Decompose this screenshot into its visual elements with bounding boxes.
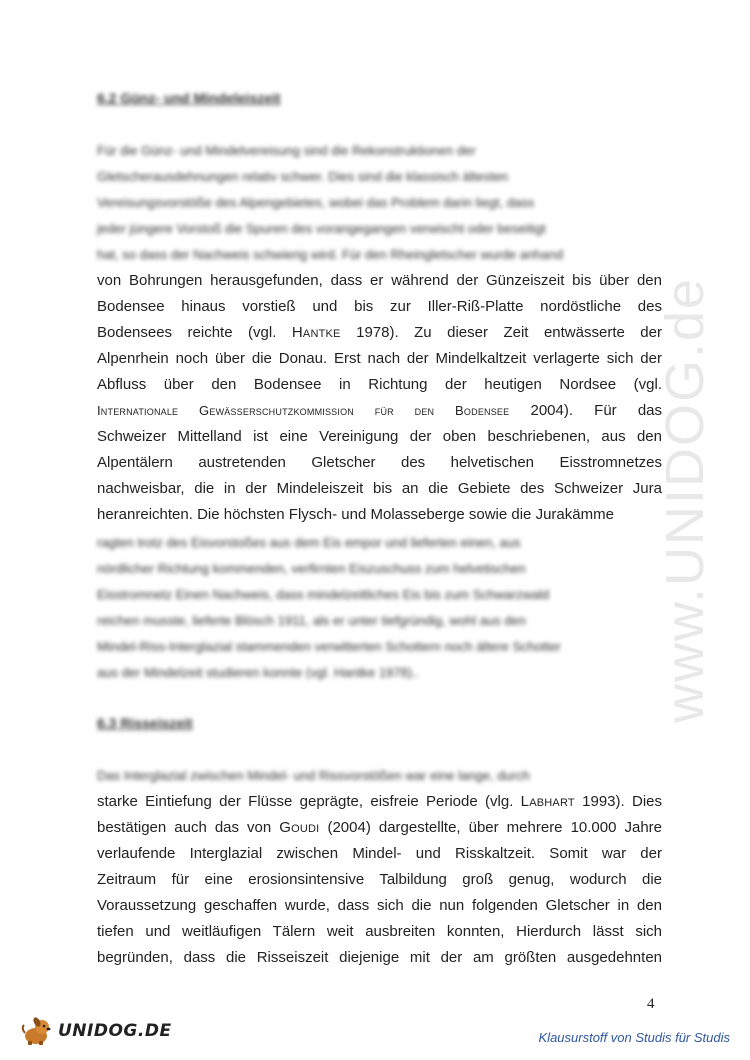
- text-line: heranreichten. Die höchsten Flysch- und Molasseberge sowie die Jurakämme: [97, 506, 614, 523]
- dog-mascot-icon: [20, 1016, 54, 1046]
- blurred-line: Vereisungsvorstöße des Alpengebietes, wobei das Problem darin liegt, dass: [97, 195, 535, 210]
- visible-paragraph-6-3: [97, 789, 662, 971]
- section-heading-6-3: 6.3 Risseiszeit: [97, 715, 193, 731]
- text-line: tiefen und weitläufigen Tälern weit ausbreiten konnten, Hierdurch lässt sich: [97, 923, 662, 940]
- text-line: Alpenrhein noch über die Donau. Erst nach der Mindelkaltzeit verlagerte sich der: [97, 350, 662, 367]
- unidog-logo: [20, 1016, 172, 1046]
- text-line: Voraussetzung geschaffen wurde, dass sich die nun folgenden Gletscher in den: [97, 897, 662, 914]
- text-line: begründen, dass die Risseiszeit diejenige mit der am größten ausgedehnten: [97, 949, 662, 966]
- page-number: 4: [647, 996, 655, 1012]
- blurred-line: nördlicher Richtung kommenden, verfirnten Eiszuschuss zum helvetischen: [97, 561, 526, 576]
- blurred-line: Das Interglazial zwischen Mindel- und Rissvorstößen war eine lange, durch: [97, 768, 530, 783]
- author-name: Internationale Gewässerschutzkommission für den Bodensee: [97, 403, 510, 418]
- text-line: Abfluss über den Bodensee in Richtung der heutigen Nordsee (vgl.: [97, 376, 662, 393]
- blurred-paragraph-bottom: [97, 530, 662, 686]
- author-name: Labhart: [520, 793, 575, 810]
- watermark: www.UNIDOG.de: [655, 276, 715, 724]
- footer-tagline: Klausurstoff von Studis für Studis: [538, 1030, 730, 1045]
- text-line: Zeitraum für eine erosionsintensive Talbildung groß genug, wodurch die: [97, 871, 662, 888]
- text-line: starke Eintiefung der Flüsse geprägte, eisfreie Periode (vlg. Labhart 1993). Dies: [97, 793, 662, 810]
- blurred-paragraph-top: [97, 138, 662, 268]
- logo-text: UNIDOG.DE: [58, 1021, 172, 1041]
- text-line: Alpentälern austretenden Gletscher des helvetischen Eisstromnetzes: [97, 454, 662, 471]
- blurred-line: Mindel-Riss-Interglazial stammenden verwitterten Schottern noch ältere Schotter: [97, 639, 561, 654]
- text-line: Internationale Gewässerschutzkommission für den Bodensee 2004). Für das: [97, 402, 663, 419]
- blurred-line: jeder jüngere Vorstoß die Spuren des vorangegangen verwischt oder beseitigt: [97, 221, 546, 236]
- blurred-line: hat, so dass der Nachweis schwierig wird. Für den Rheingletscher wurde anhand: [97, 247, 564, 262]
- blurred-line: reichen musste, lieferte Blösch 1911, als er unter tiefgründig, wohl aus den: [97, 613, 526, 628]
- blurred-line: Gletscherausdehnungen relativ schwer. Dies sind die klassisch ältesten: [97, 169, 509, 184]
- section-heading-6-2: 6.2 Günz- und Mindeleiszeit: [97, 90, 281, 106]
- text-line: nachweisbar, die in der Mindeleiszeit bis an die Gebiete des Schweizer Jura: [97, 480, 662, 497]
- blurred-line: Für die Günz- und Mindelvereisung sind die Rekonstruktionen der: [97, 143, 476, 158]
- text-line: verlaufende Interglazial zwischen Mindel- und Risskaltzeit. Somit war der: [97, 845, 662, 862]
- text-line: von Bohrungen herausgefunden, dass er während der Günzeiszeit bis über den: [97, 272, 662, 289]
- visible-paragraph-6-2: [97, 268, 662, 528]
- text-line: Bodensee hinaus vorstieß und bis zur Iller-Riß-Platte nordöstliche des: [97, 298, 662, 315]
- text-line: Bodensees reichte (vgl. Hantke 1978). Zu dieser Zeit entwässerte der: [97, 324, 662, 341]
- author-name: Goudi: [279, 819, 320, 836]
- blurred-line: Eisstromnetz Einen Nachweis, dass mindelzeitliches Eis bis zum Schwarzwald: [97, 587, 550, 602]
- blurred-paragraph-6-3: [97, 763, 662, 789]
- text-line: bestätigen auch das von Goudi (2004) dargestellte, über mehrere 10.000 Jahre: [97, 819, 662, 836]
- blurred-line: aus der Mindelzeit studieren konnte (vgl. Hantke 1978)..: [97, 665, 420, 680]
- text-line: Schweizer Mittelland ist eine Vereinigung der oben beschriebenen, aus den: [97, 428, 662, 445]
- blurred-line: ragten trotz des Eisvorstoßes aus dem Eis empor und lieferten einen, aus: [97, 535, 521, 550]
- author-name: Hantke: [291, 324, 341, 341]
